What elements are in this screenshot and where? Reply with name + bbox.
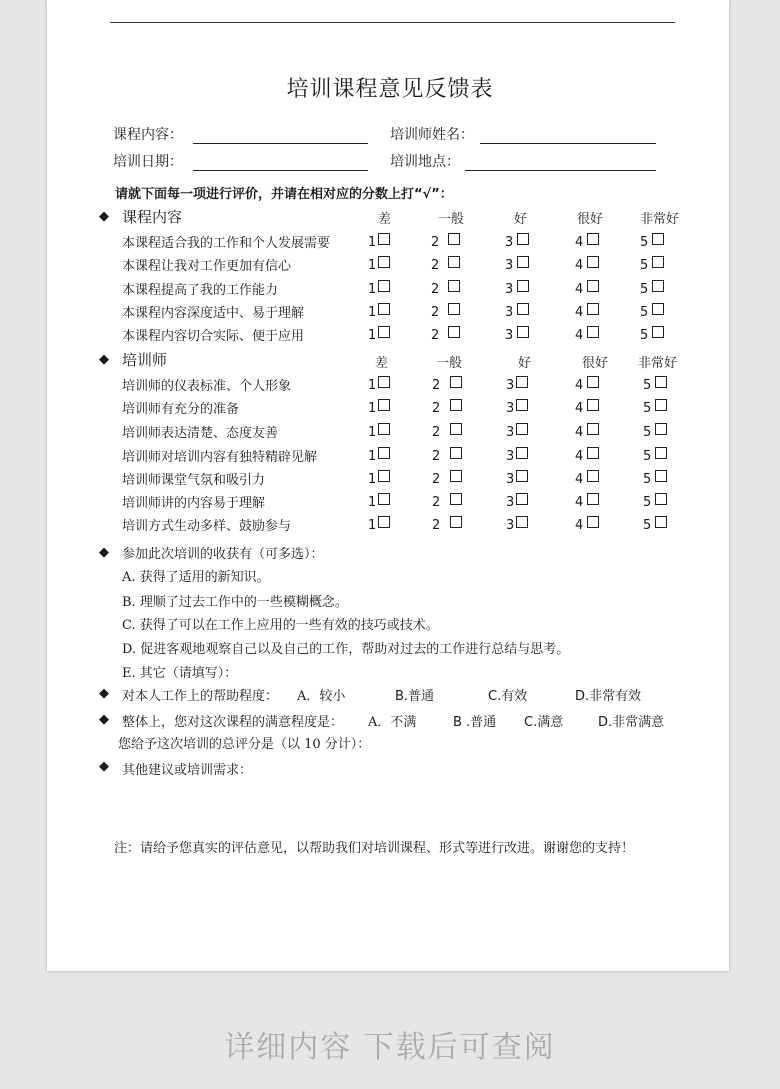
course-content-field[interactable]: [193, 143, 368, 144]
score-option[interactable]: [575, 423, 599, 440]
rating-header: 很好: [582, 356, 609, 371]
score-option[interactable]: [505, 280, 529, 297]
score-number: 1: [368, 495, 377, 510]
score-number: 2: [432, 449, 441, 464]
rating-item: 本课程提高了我的工作能力: [122, 283, 279, 298]
rating-header: 非常好: [640, 212, 680, 227]
score-number: 2: [432, 495, 441, 510]
checkbox-icon[interactable]: [378, 326, 390, 338]
score-number: 1: [368, 518, 377, 533]
score-number: 5: [643, 472, 652, 487]
score-option[interactable]: [368, 516, 390, 533]
score-option[interactable]: [643, 423, 667, 440]
checkbox-icon[interactable]: [655, 447, 667, 459]
checkbox-icon[interactable]: [587, 256, 599, 268]
score-number: 3: [505, 328, 514, 343]
score-number: 2: [432, 425, 441, 440]
score-option[interactable]: [368, 280, 390, 297]
score-option[interactable]: [506, 516, 528, 533]
score-number: 3: [506, 495, 515, 510]
score-option[interactable]: [432, 447, 462, 464]
score-number: 4: [575, 495, 584, 510]
score-option[interactable]: [368, 303, 390, 320]
score-option[interactable]: [575, 256, 599, 273]
checkbox-icon[interactable]: [378, 423, 390, 435]
rating-item: 本课程内容切合实际、便于应用: [122, 329, 305, 344]
score-number: 2: [432, 472, 441, 487]
score-option[interactable]: [431, 233, 460, 250]
checkbox-icon[interactable]: [378, 376, 390, 388]
checkbox-icon[interactable]: [516, 447, 528, 459]
score-option[interactable]: [432, 423, 462, 440]
score-option[interactable]: [505, 326, 529, 343]
checkbox-icon[interactable]: [652, 256, 664, 268]
score-number: 4: [575, 328, 584, 343]
checkbox-icon[interactable]: [378, 447, 390, 459]
score-option[interactable]: [431, 303, 460, 320]
rating-item: 培训师讲的内容易于理解: [122, 496, 266, 511]
checkbox-icon[interactable]: [450, 516, 462, 528]
checkbox-icon[interactable]: [448, 303, 460, 315]
checkbox-icon[interactable]: [378, 493, 390, 505]
checkbox-icon[interactable]: [652, 280, 664, 292]
closing-note: 注：请给予您真实的评估意见，以帮助我们对培训课程、形式等进行改进。谢谢您的支持！: [114, 841, 635, 856]
score-number: 3: [505, 235, 514, 250]
rating-item: 培训师的仪表标准、个人形象: [122, 379, 292, 394]
checkbox-icon[interactable]: [655, 516, 667, 528]
checkbox-icon[interactable]: [587, 423, 599, 435]
checkbox-icon[interactable]: [378, 470, 390, 482]
checkbox-icon[interactable]: [450, 376, 462, 388]
checkbox-icon[interactable]: [655, 493, 667, 505]
score-number: 1: [368, 282, 377, 297]
help-option-a[interactable]: A．较小: [297, 689, 346, 704]
score-number: 4: [575, 425, 584, 440]
bullet-icon: ◆: [99, 352, 109, 367]
score-number: 2: [431, 258, 440, 273]
score-number: 5: [640, 305, 649, 320]
score-number: 3: [506, 425, 515, 440]
checkbox-icon[interactable]: [587, 376, 599, 388]
checkbox-icon[interactable]: [587, 303, 599, 315]
checkbox-icon[interactable]: [587, 470, 599, 482]
checkbox-icon[interactable]: [652, 303, 664, 315]
satisfaction-option-c[interactable]: C.满意: [524, 715, 564, 730]
checkbox-icon[interactable]: [516, 493, 528, 505]
checkbox-icon[interactable]: [378, 399, 390, 411]
rating-header: 差: [378, 212, 392, 227]
score-number: 3: [505, 258, 514, 273]
score-option[interactable]: [432, 470, 462, 487]
score-option[interactable]: [368, 326, 390, 343]
bullet-icon: ◆: [99, 712, 109, 727]
score-option[interactable]: [432, 376, 462, 393]
score-number: 3: [506, 449, 515, 464]
score-number: 1: [368, 401, 377, 416]
score-option[interactable]: [432, 399, 462, 416]
checkbox-icon[interactable]: [516, 376, 528, 388]
rating-item: 培训师对培训内容有独特精辟见解: [122, 450, 318, 465]
score-option[interactable]: [506, 470, 528, 487]
checkbox-icon[interactable]: [450, 423, 462, 435]
checkbox-icon[interactable]: [655, 470, 667, 482]
score-option[interactable]: [431, 280, 460, 297]
checkbox-icon[interactable]: [516, 516, 528, 528]
checkbox-icon[interactable]: [655, 399, 667, 411]
score-number: 4: [575, 235, 584, 250]
score-option[interactable]: [643, 493, 667, 510]
score-option[interactable]: [368, 447, 390, 464]
checkbox-icon[interactable]: [378, 280, 390, 292]
score-number: 5: [640, 235, 649, 250]
score-number: 3: [505, 305, 514, 320]
score-number: 2: [432, 518, 441, 533]
bullet-icon: ◆: [99, 686, 109, 701]
score-option[interactable]: [643, 470, 667, 487]
score-number: 4: [575, 282, 584, 297]
checkbox-icon[interactable]: [517, 280, 529, 292]
bullet-icon: ◆: [99, 209, 109, 224]
training-date-field[interactable]: [193, 170, 368, 171]
score-number: 4: [575, 449, 584, 464]
satisfaction-option-b[interactable]: B .普通: [453, 715, 497, 730]
score-option[interactable]: [640, 256, 664, 273]
rating-header: 好: [518, 356, 532, 371]
score-number: 5: [643, 378, 652, 393]
rating-item: 本课程内容深度适中、易于理解: [122, 306, 305, 321]
training-location-label: 培训地点：: [390, 154, 460, 170]
training-date-label: 培训日期：: [113, 154, 183, 170]
bullet-icon: ◆: [99, 545, 109, 560]
checkbox-icon[interactable]: [378, 303, 390, 315]
score-number: 1: [368, 425, 377, 440]
score-option[interactable]: [575, 447, 599, 464]
help-option-b[interactable]: B.普通: [395, 689, 435, 704]
rating-item: 培训师课堂气氛和吸引力: [122, 473, 266, 488]
score-number: 3: [506, 378, 515, 393]
score-option[interactable]: [640, 303, 664, 320]
checkbox-icon[interactable]: [516, 399, 528, 411]
score-number: 5: [643, 449, 652, 464]
score-number: 5: [643, 518, 652, 533]
score-option[interactable]: [575, 233, 599, 250]
download-banner: 详细内容 下载后可查阅: [224, 1030, 556, 1065]
checkbox-icon[interactable]: [517, 233, 529, 245]
trainer-name-field[interactable]: [480, 143, 656, 144]
satisfaction-option-a[interactable]: A．不满: [368, 715, 417, 730]
score-option[interactable]: [640, 280, 664, 297]
other-suggestions-label: 其他建议或培训需求：: [122, 763, 253, 778]
checkbox-icon[interactable]: [587, 493, 599, 505]
section-title: 培训师: [122, 351, 168, 369]
satisfaction-option-d[interactable]: D.非常满意: [598, 715, 665, 730]
score-number: 2: [432, 378, 441, 393]
score-number: 3: [506, 401, 515, 416]
rating-item: 培训方式生动多样、鼓励参与: [122, 519, 292, 534]
score-option[interactable]: [368, 423, 390, 440]
rating-header: 很好: [577, 212, 604, 227]
top-rule: [110, 22, 675, 23]
checkbox-icon[interactable]: [587, 326, 599, 338]
checkbox-icon[interactable]: [450, 470, 462, 482]
score-option[interactable]: [368, 470, 390, 487]
score-option[interactable]: [575, 326, 599, 343]
score-number: 4: [575, 518, 584, 533]
score-option[interactable]: [575, 493, 599, 510]
score-number: 2: [431, 282, 440, 297]
rating-instruction: 请就下面每一项进行评价，并请在相对应的分数上打“√”：: [115, 187, 453, 202]
checkbox-icon[interactable]: [448, 326, 460, 338]
score-option[interactable]: [575, 399, 599, 416]
checkbox-icon[interactable]: [587, 516, 599, 528]
score-number: 2: [431, 328, 440, 343]
score-option[interactable]: [575, 280, 599, 297]
score-option[interactable]: [505, 303, 529, 320]
gains-option-e[interactable]: E. 其它（请填写）：: [122, 666, 238, 681]
score-number: 1: [368, 235, 377, 250]
score-option[interactable]: [505, 256, 529, 273]
score-number: 1: [368, 472, 377, 487]
total-score-prompt: 您给予这次培训的总评分是（以 10 分计）：: [118, 737, 371, 752]
score-number: 5: [640, 328, 649, 343]
gains-question: 参加此次培训的收获有（可多选）：: [122, 547, 324, 562]
gains-option-c[interactable]: C. 获得了可以在工作上应用的一些有效的技巧或技术。: [122, 618, 439, 633]
checkbox-icon[interactable]: [450, 447, 462, 459]
gains-option-a[interactable]: A. 获得了适用的新知识。: [122, 570, 270, 585]
score-number: 4: [575, 401, 584, 416]
score-number: 1: [368, 449, 377, 464]
rating-header: 一般: [436, 356, 463, 371]
help-question: 对本人工作上的帮助程度：: [122, 689, 279, 704]
gains-option-d[interactable]: D. 促进客观地观察自己以及自己的工作，帮助对过去的工作进行总结与思考。: [122, 642, 570, 657]
score-number: 4: [575, 472, 584, 487]
help-option-c[interactable]: C.有效: [488, 689, 528, 704]
score-number: 5: [643, 425, 652, 440]
form-title: 培训课程意见反馈表: [286, 77, 494, 102]
score-option[interactable]: [431, 326, 460, 343]
score-number: 2: [431, 235, 440, 250]
checkbox-icon[interactable]: [378, 233, 390, 245]
score-number: 1: [368, 378, 377, 393]
checkbox-icon[interactable]: [378, 256, 390, 268]
checkbox-icon[interactable]: [378, 516, 390, 528]
score-option[interactable]: [643, 376, 667, 393]
score-number: 1: [368, 328, 377, 343]
score-option[interactable]: [575, 470, 599, 487]
score-option[interactable]: [506, 493, 528, 510]
checkbox-icon[interactable]: [516, 423, 528, 435]
score-option[interactable]: [643, 516, 667, 533]
bullet-icon: ◆: [99, 759, 109, 774]
rating-item: 本课程让我对工作更加有信心: [122, 259, 292, 274]
checkbox-icon[interactable]: [448, 233, 460, 245]
score-option[interactable]: [506, 423, 528, 440]
course-content-label: 课程内容：: [113, 127, 183, 143]
checkbox-icon[interactable]: [587, 280, 599, 292]
checkbox-icon[interactable]: [587, 399, 599, 411]
score-number: 3: [505, 282, 514, 297]
rating-header: 差: [375, 356, 389, 371]
score-option[interactable]: [640, 233, 664, 250]
score-number: 1: [368, 305, 377, 320]
help-option-d[interactable]: D.非常有效: [575, 689, 642, 704]
score-number: 2: [432, 401, 441, 416]
score-option[interactable]: [431, 256, 460, 273]
score-number: 5: [640, 258, 649, 273]
score-option[interactable]: [432, 516, 462, 533]
checkbox-icon[interactable]: [450, 493, 462, 505]
training-location-field[interactable]: [465, 170, 656, 171]
score-option[interactable]: [575, 303, 599, 320]
score-number: 4: [575, 258, 584, 273]
score-option[interactable]: [432, 493, 462, 510]
score-option[interactable]: [643, 399, 667, 416]
score-number: 5: [640, 282, 649, 297]
checkbox-icon[interactable]: [652, 233, 664, 245]
rating-header: 好: [514, 212, 528, 227]
score-option[interactable]: [643, 447, 667, 464]
score-option[interactable]: [575, 516, 599, 533]
score-number: 4: [575, 378, 584, 393]
satisfaction-question: 整体上，您对这次课程的满意程度是：: [122, 715, 344, 730]
score-number: 5: [643, 495, 652, 510]
score-number: 1: [368, 258, 377, 273]
score-option[interactable]: [506, 447, 528, 464]
score-option[interactable]: [368, 256, 390, 273]
score-number: 2: [431, 305, 440, 320]
checkbox-icon[interactable]: [587, 233, 599, 245]
trainer-name-label: 培训师姓名：: [390, 127, 474, 143]
checkbox-icon[interactable]: [655, 423, 667, 435]
checkbox-icon[interactable]: [517, 303, 529, 315]
score-option[interactable]: [506, 399, 528, 416]
rating-item: 培训师有充分的准备: [122, 402, 240, 417]
section-title: 课程内容: [122, 208, 183, 226]
gains-option-b[interactable]: B. 理顺了过去工作中的一些模糊概念。: [122, 595, 348, 610]
checkbox-icon[interactable]: [450, 399, 462, 411]
score-option[interactable]: [368, 493, 390, 510]
rating-item: 本课程适合我的工作和个人发展需要: [122, 236, 331, 251]
checkbox-icon[interactable]: [448, 256, 460, 268]
checkbox-icon[interactable]: [652, 326, 664, 338]
checkbox-icon[interactable]: [655, 376, 667, 388]
score-number: 3: [506, 518, 515, 533]
checkbox-icon[interactable]: [448, 280, 460, 292]
score-option[interactable]: [505, 233, 529, 250]
rating-header: 一般: [438, 212, 465, 227]
score-option[interactable]: [506, 376, 528, 393]
checkbox-icon[interactable]: [516, 470, 528, 482]
score-number: 4: [575, 305, 584, 320]
checkbox-icon[interactable]: [587, 447, 599, 459]
score-option[interactable]: [368, 399, 390, 416]
rating-item: 培训师表达清楚、态度友善: [122, 426, 279, 441]
score-option[interactable]: [640, 326, 664, 343]
score-number: 3: [506, 472, 515, 487]
rating-header: 非常好: [638, 356, 678, 371]
score-option[interactable]: [368, 233, 390, 250]
score-option[interactable]: [575, 376, 599, 393]
score-number: 5: [643, 401, 652, 416]
checkbox-icon[interactable]: [517, 326, 529, 338]
score-option[interactable]: [368, 376, 390, 393]
checkbox-icon[interactable]: [517, 256, 529, 268]
